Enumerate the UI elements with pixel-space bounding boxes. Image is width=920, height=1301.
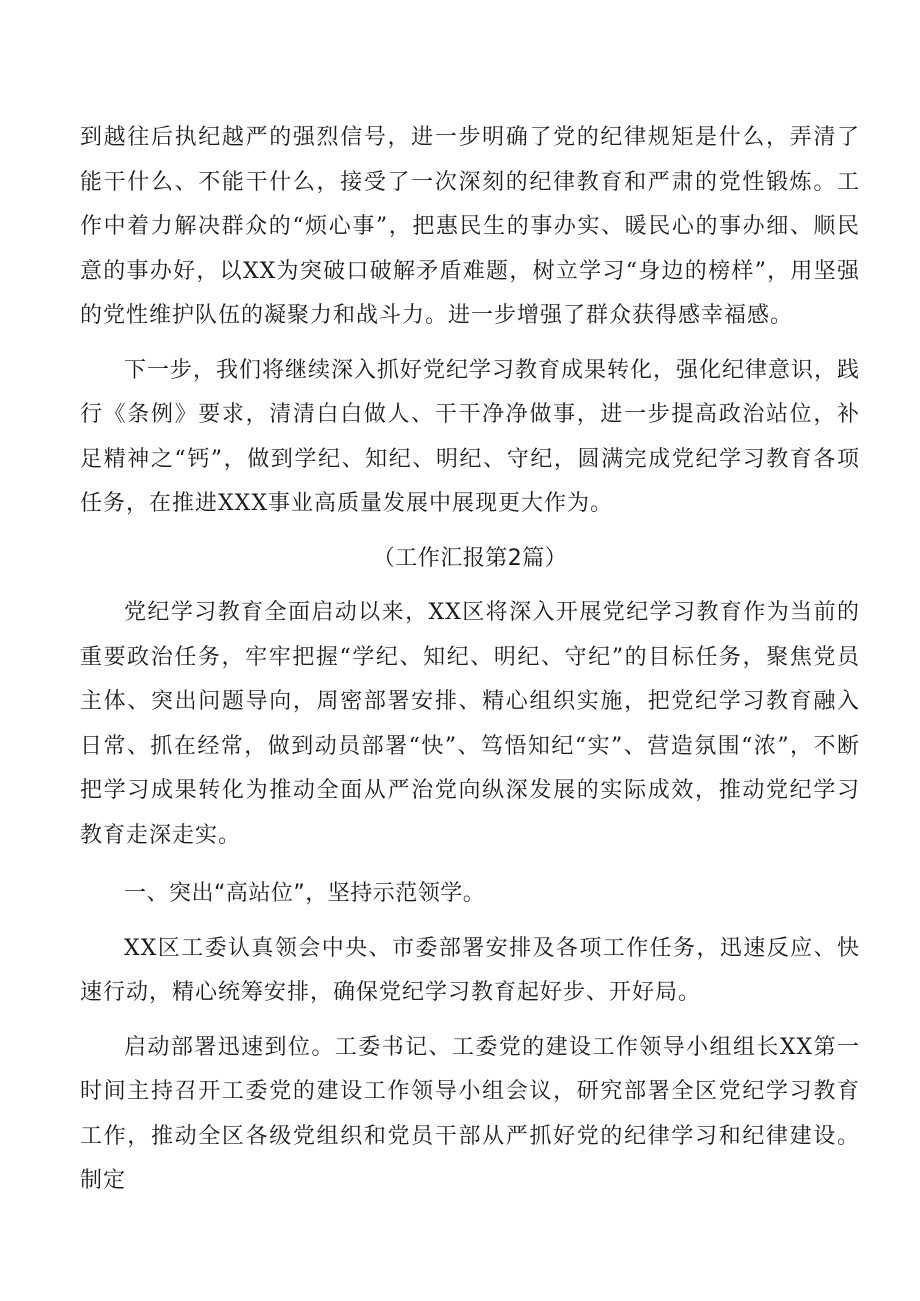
paragraph-deployment: 启动部署迅速到位。工委书记、工委党的建设工作领导小组组长XX第一时间主持召开工委党的建设工作领导小组会议，研究部署全区党纪学习教育工作，推动全区各级党组织和党员干部从严抓好党的纪律学习和纪律建设。制定 (80, 1034, 860, 1193)
heading-one: 一、突出“高站位”，坚持示范领学。 (124, 881, 486, 906)
paragraph-intro: 党纪学习教育全面启动以来，XX区将深入开展党纪学习教育作为当前的重要政治任务，牢牢把握“学纪、知纪、明纪、守纪”的目标任务，聚焦党员主体、突出问题导向，周密部署安排、精心组织实施，把党纪学习教育融入日常、抓在经常，做到动员部署“快”、笃悟知纪“实”、营造氛围“浓”，不断把学习成果转化为推动全面从严治党向纵深发展的实际成效，推动党纪学习教育走深走实。 (80, 600, 860, 848)
paragraph-committee: XX区工委认真领会中央、市委部署安排及各项工作任务，迅速反应、快速行动，精心统筹安排，确保党纪学习教育起好步、开好局。 (80, 935, 860, 1005)
paragraph-next-steps: 下一步，我们将继续深入抓好党纪学习教育成果转化，强化纪律意识，践行《条例》要求，清清白白做人、干干净净做事，进一步提高政治站位，补足精神之“钙”，做到学纪、知纪、明纪、守纪，圆满完成党纪学习教育各项任务，在推进XXX事业高质量发展中展现更大作为。 (80, 357, 861, 516)
paragraph-continued: 到越往后执纪越严的强烈信号，进一步明确了党的纪律规矩是什么，弄清了能干什么、不能干什么，接受了一次深刻的纪律教育和严肃的党性锻炼。工作中着力解决群众的“烦心事”，把惠民生的事办实、暖民心的事办细、顺民意的事办好，以XX为突破口破解矛盾难题，树立学习“身边的榜样”，用坚强的党性维护队伍的凝聚力和战斗力。进一步增强了群众获得感幸福感。 (80, 125, 860, 328)
section-title: （工作汇报第2篇） (372, 545, 568, 571)
document-page (80, 116, 860, 1204)
